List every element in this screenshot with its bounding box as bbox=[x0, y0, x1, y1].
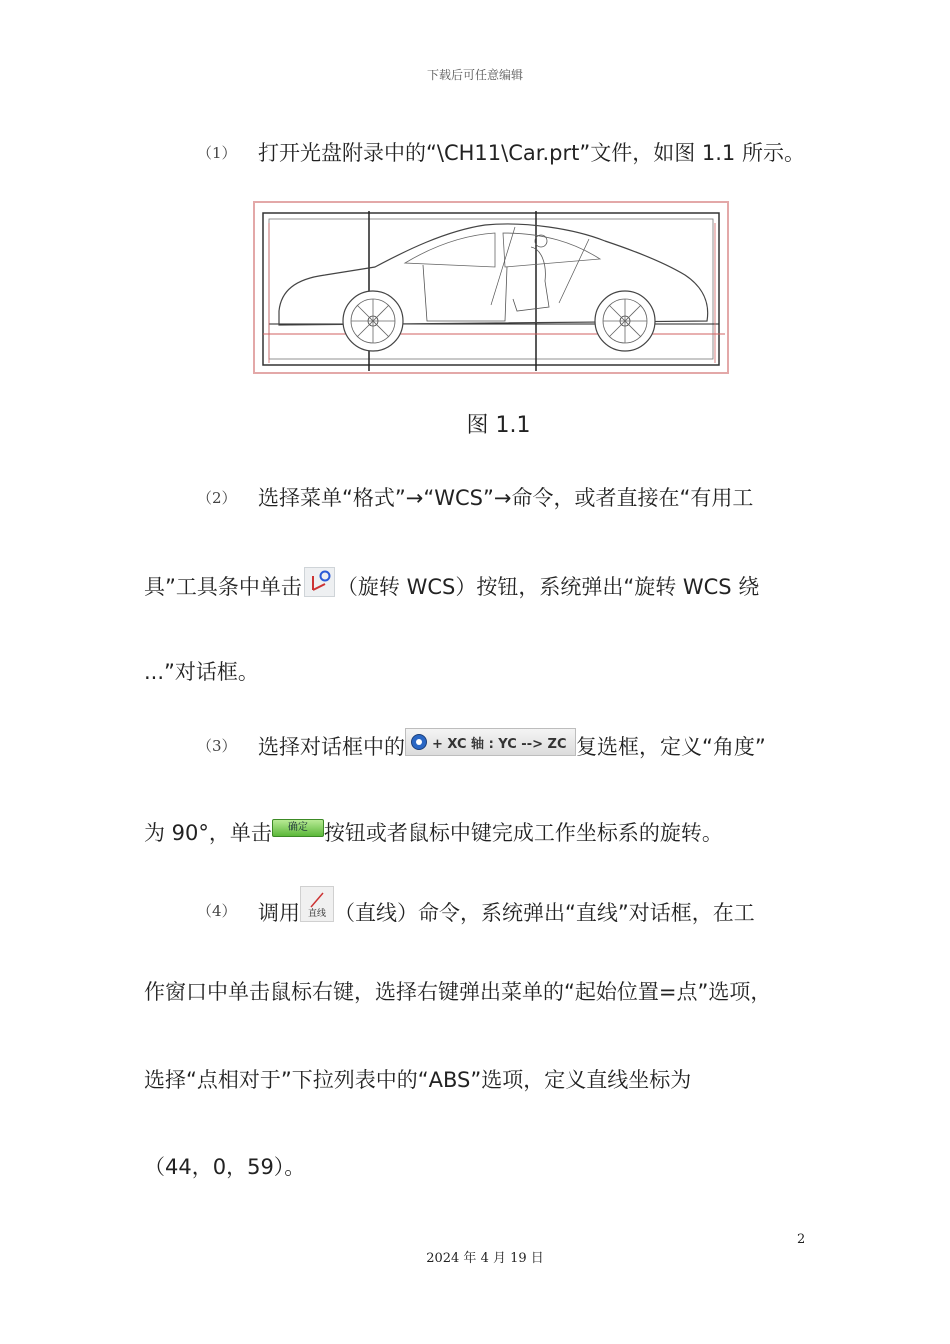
step-4-line-2: 作窗口中单击鼠标右键，选择右键弹出菜单的“起始位置=点”选项， bbox=[144, 980, 772, 1004]
step-4-line-4: （44，0，59）。 bbox=[144, 1155, 306, 1179]
step-3-line-1-end: 复选框，定义“角度” bbox=[576, 735, 766, 759]
step-1-number: （1） bbox=[197, 144, 237, 162]
step-2-line-2-end: （旋转 WCS）按钮，系统弹出“旋转 WCS 绕 bbox=[336, 575, 760, 599]
step-4-line-1-start: 调用 bbox=[258, 901, 300, 925]
step-2-line-1: 选择菜单“格式”→“WCS”→命令，或者直接在“有用工 bbox=[258, 486, 754, 510]
step-3-line-2-end: 按钮或者鼠标中键完成工作坐标系的旋转。 bbox=[323, 821, 723, 845]
step-1-text: 打开光盘附录中的“\CH11\Car.prt”文件，如图 1.1 所示。 bbox=[258, 141, 805, 165]
footer-date: 2024 年 4 月 19 日 bbox=[426, 1251, 544, 1266]
step-3-line-2-start: 为 90°，单击 bbox=[144, 821, 272, 845]
ok-button[interactable]: 确定 bbox=[272, 819, 324, 837]
car-drawing-figure bbox=[253, 201, 729, 374]
step-2-number: （2） bbox=[197, 489, 237, 507]
radio-selected-icon bbox=[411, 734, 427, 750]
xc-axis-radio-option[interactable] bbox=[405, 728, 576, 756]
step-4-number: （4） bbox=[197, 902, 237, 920]
line-command-icon[interactable] bbox=[300, 886, 334, 922]
step-4-line-3: 选择“点相对于”下拉列表中的“ABS”选项，定义直线坐标为 bbox=[144, 1068, 692, 1092]
step-2-line-2 bbox=[144, 571, 759, 603]
step-4-line-1-end: （直线）命令，系统弹出“直线”对话框，在工 bbox=[334, 901, 755, 925]
figure-caption: 图 1.1 bbox=[466, 413, 531, 438]
page-number: 2 bbox=[797, 1232, 806, 1247]
step-2-line-2-start: 具”工具条中单击 bbox=[144, 575, 302, 599]
line-command-label: 直线 bbox=[307, 909, 326, 919]
xc-axis-option-label: + XC 轴 : YC --> ZC bbox=[432, 737, 567, 752]
page-header: 下载后可任意编辑 bbox=[426, 68, 523, 82]
step-3-line-1 bbox=[258, 731, 766, 762]
step-4-line-1 bbox=[258, 896, 755, 932]
step-2-line-3: ...”对话框。 bbox=[144, 660, 259, 684]
step-3-line-1-start: 选择对话框中的 bbox=[258, 735, 405, 759]
rotate-wcs-icon[interactable] bbox=[304, 567, 335, 597]
car-wireframe-icon bbox=[255, 203, 727, 372]
step-3-number: （3） bbox=[197, 737, 237, 755]
step-3-line-2 bbox=[144, 817, 723, 847]
